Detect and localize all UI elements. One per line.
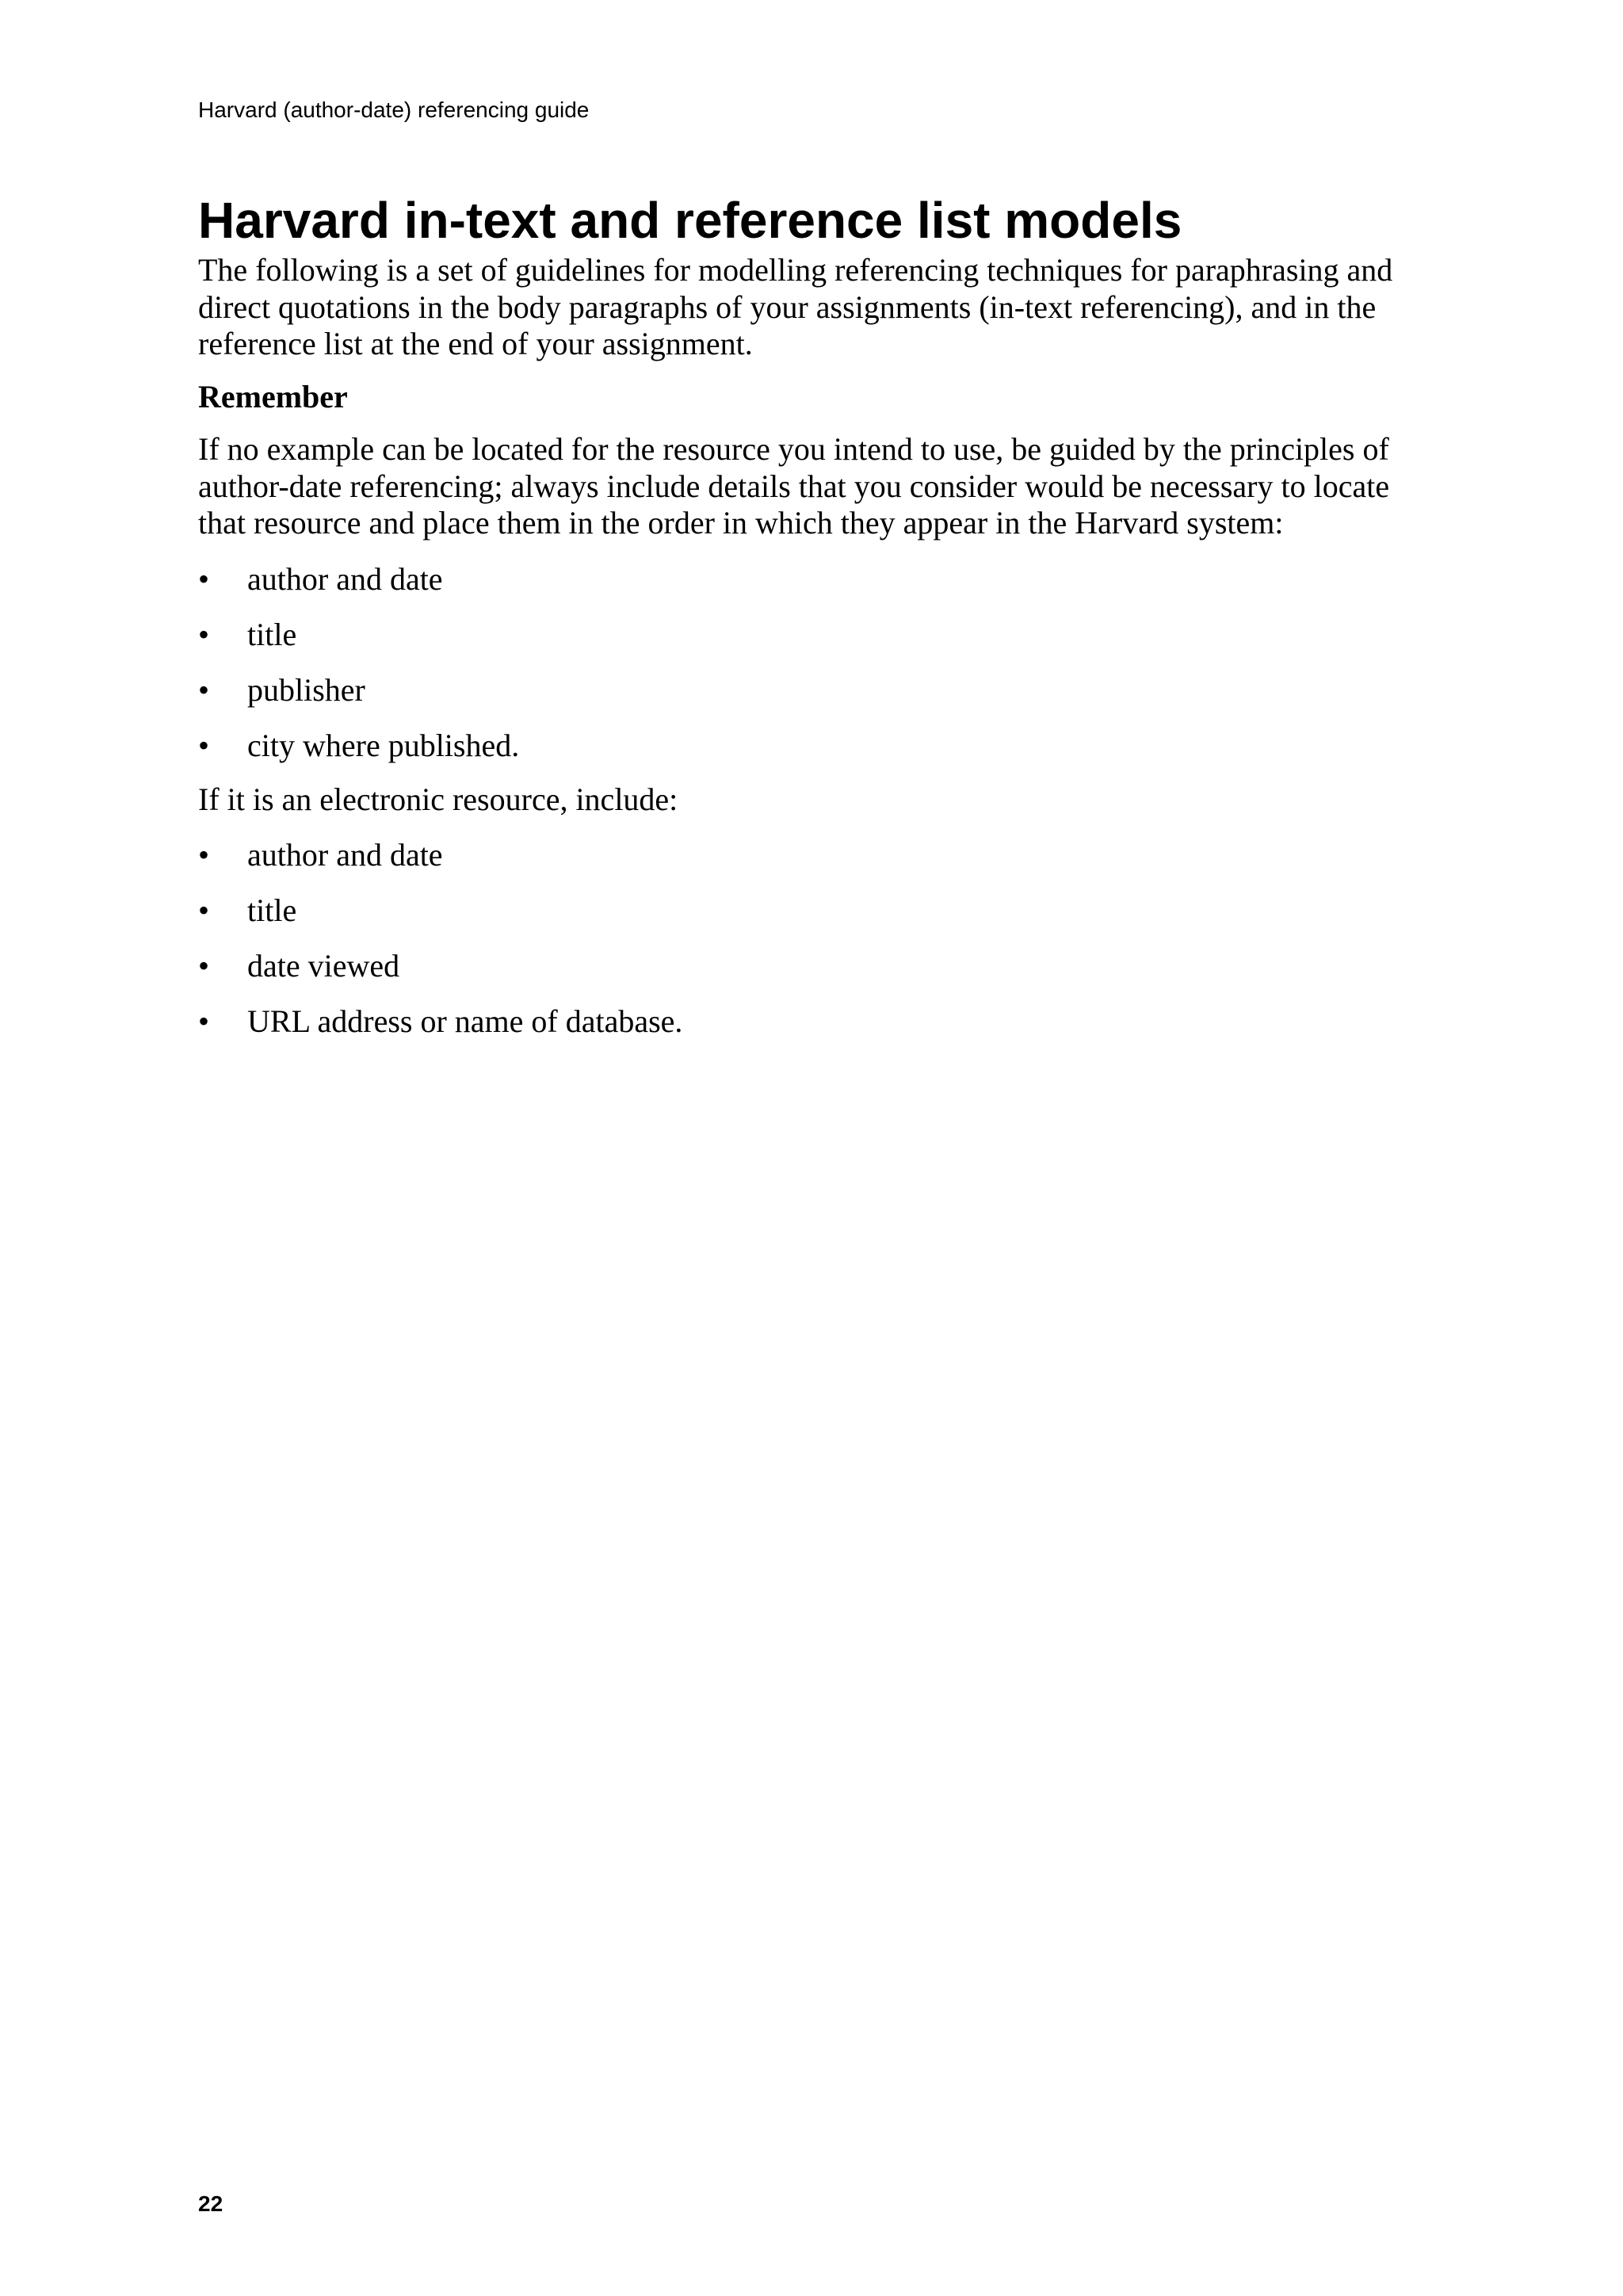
electronic-resource-lead: If it is an electronic resource, include: xyxy=(198,781,678,817)
running-header: Harvard (author-date) referencing guide xyxy=(198,97,590,122)
bullet-icon: • xyxy=(198,727,210,763)
list-item xyxy=(198,728,1403,764)
bullet-icon: • xyxy=(198,837,210,873)
list-item xyxy=(198,1003,1403,1040)
page-number: 22 xyxy=(198,2191,223,2216)
list-item xyxy=(198,837,1403,873)
list-item-text: URL address or name of database. xyxy=(247,1003,683,1039)
list-item-text: author and date xyxy=(247,560,443,597)
bullet-icon: • xyxy=(198,560,210,597)
intro-paragraph: The following is a set of guidelines for modelling referencing techniques for paraphrasing and direct quotations in the body paragraphs of your assignments (in-text referencing), and in the reference list at the end of your assignment. xyxy=(198,252,1393,361)
main-content xyxy=(198,189,1403,1040)
list-item-text: date viewed xyxy=(247,948,400,984)
list-item-text: author and date xyxy=(247,837,443,873)
list-item-text: title xyxy=(247,616,297,652)
list-item-text: city where published. xyxy=(247,727,520,763)
list-item-text: publisher xyxy=(247,671,365,708)
list-item xyxy=(198,561,1403,598)
print-resource-list xyxy=(198,561,1403,764)
list-item xyxy=(198,672,1403,709)
list-item-text: title xyxy=(247,892,297,928)
bullet-icon: • xyxy=(198,1003,210,1039)
page-title: Harvard in-text and reference list models xyxy=(198,192,1182,249)
electronic-resource-list xyxy=(198,837,1403,1040)
bullet-icon: • xyxy=(198,948,210,984)
list-item xyxy=(198,948,1403,984)
remember-paragraph: If no example can be located for the resource you intend to use, be guided by the principles of author-date referencing; always include details that you consider would be necessary to locate that resource and place them in the order in which they appear in the Harvard system: xyxy=(198,431,1390,541)
bullet-icon: • xyxy=(198,892,210,928)
bullet-icon: • xyxy=(198,671,210,708)
remember-heading: Remember xyxy=(198,378,348,415)
list-item xyxy=(198,892,1403,929)
bullet-icon: • xyxy=(198,616,210,652)
list-item xyxy=(198,617,1403,653)
